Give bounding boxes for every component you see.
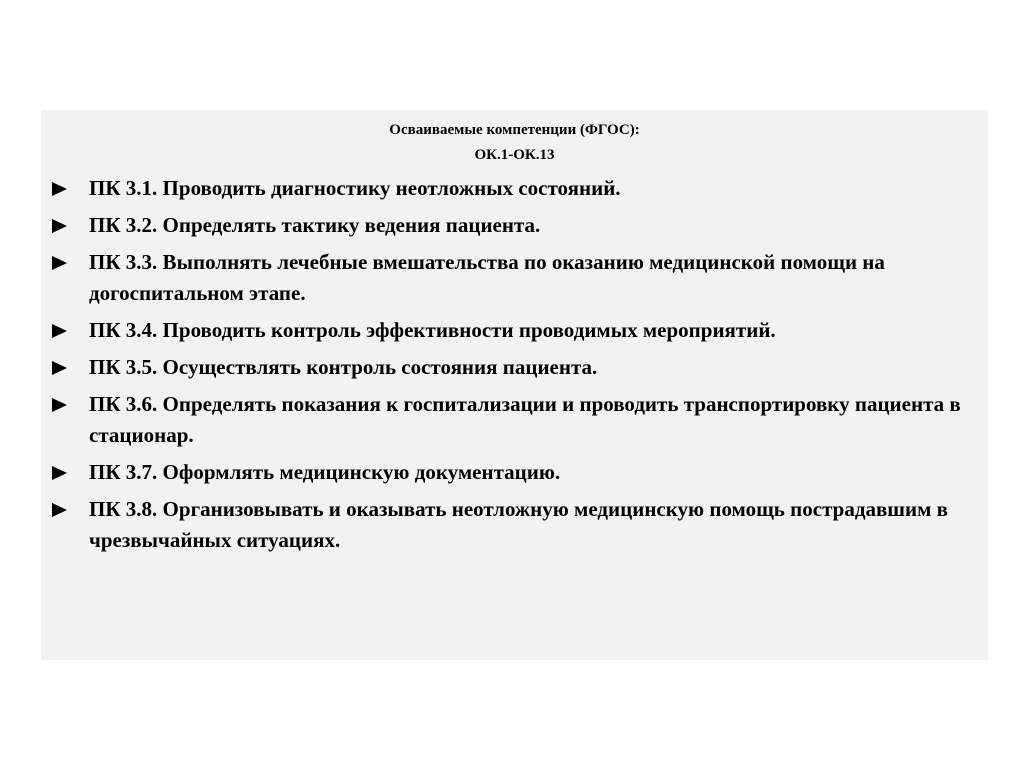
list-item-text: ПК 3.3. Выполнять лечебные вмешательства по оказанию медицинской помощи на догоспитальном этапе. xyxy=(89,250,885,305)
triangle-right-icon xyxy=(52,219,67,233)
professional-competencies-list xyxy=(52,173,972,562)
list-item xyxy=(52,315,972,346)
triangle-right-icon xyxy=(52,324,67,338)
competencies-heading: Осваиваемые компетенции (ФГОС): xyxy=(389,122,640,138)
slide-content-panel xyxy=(41,110,988,660)
list-item xyxy=(52,352,972,383)
list-item-text: ПК 3.7. Оформлять медицинскую документацию. xyxy=(89,460,561,484)
list-item-text: ПК 3.4. Проводить контроль эффективности проводимых мероприятий. xyxy=(89,318,776,342)
list-item-text: ПК 3.6. Определять показания к госпитализации и проводить транспортировку пациента в стационар. xyxy=(89,392,961,447)
list-item xyxy=(52,173,972,204)
triangle-right-icon xyxy=(52,182,67,196)
triangle-right-icon xyxy=(52,503,67,517)
list-item-text: ПК 3.1. Проводить диагностику неотложных состояний. xyxy=(89,176,621,200)
list-item-text: ПК 3.2. Определять тактику ведения пациента. xyxy=(89,213,541,237)
triangle-right-icon xyxy=(52,361,67,375)
list-item xyxy=(52,457,972,488)
list-item-text: ПК 3.8. Организовывать и оказывать неотложную медицинскую помощь пострадавшим в чрезвычайных ситуациях. xyxy=(89,497,949,552)
triangle-right-icon xyxy=(52,398,67,412)
triangle-right-icon xyxy=(52,466,67,480)
list-item xyxy=(52,389,972,451)
list-item xyxy=(52,494,972,556)
list-item-text: ПК 3.5. Осуществлять контроль состояния пациента. xyxy=(89,355,598,379)
general-competencies-range: ОК.1-ОК.13 xyxy=(474,147,555,163)
list-item xyxy=(52,247,972,309)
triangle-right-icon xyxy=(52,256,67,270)
list-item xyxy=(52,210,972,241)
